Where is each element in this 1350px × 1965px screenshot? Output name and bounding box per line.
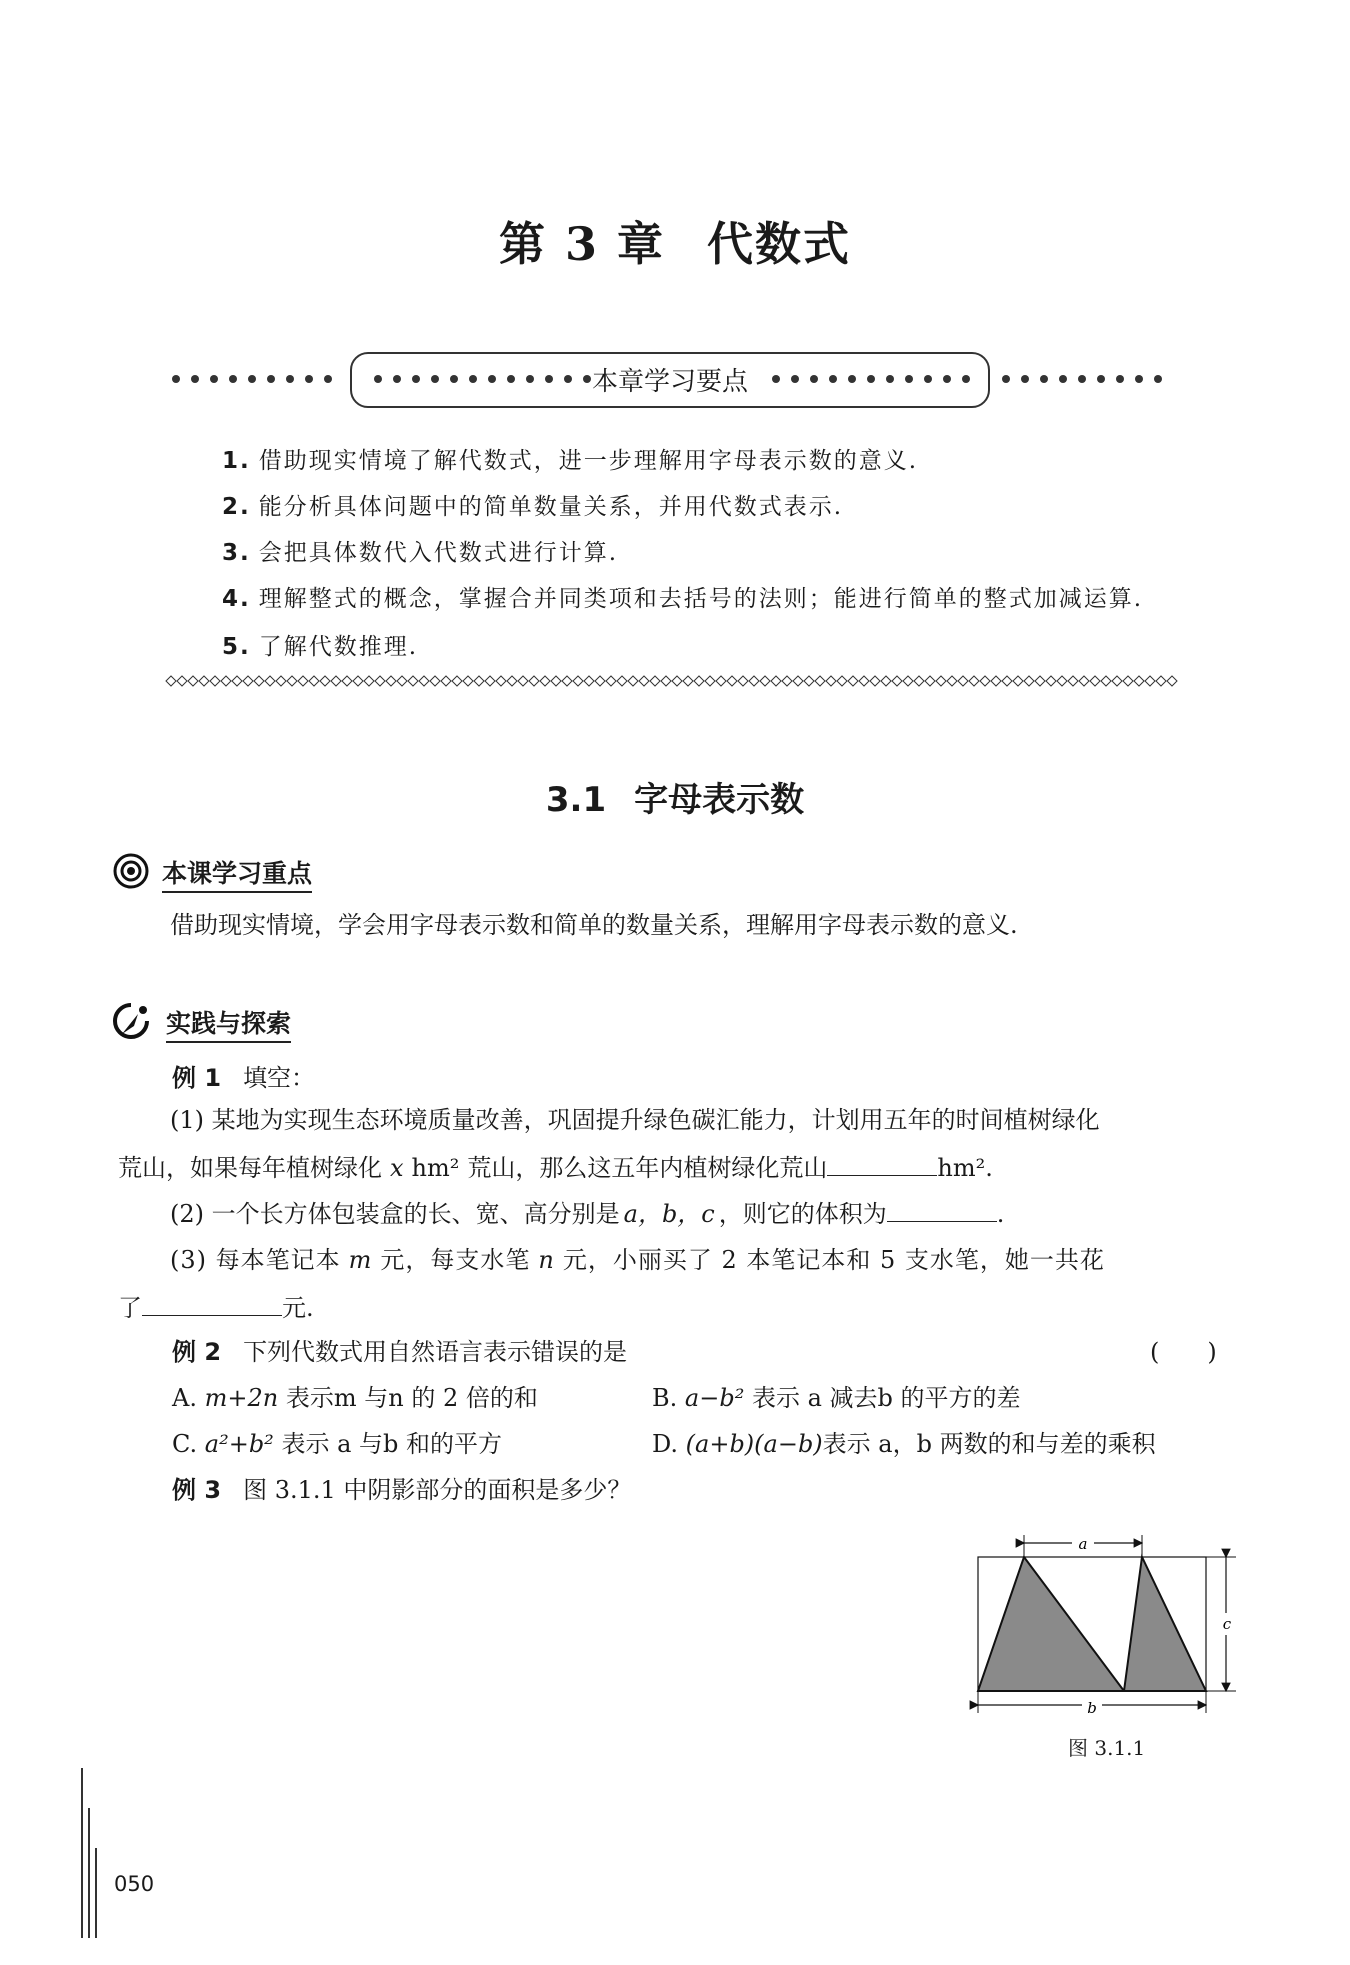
section-title: 3.1 字母表示数 (545, 780, 805, 820)
focus-label: 本课学习重点 (162, 854, 312, 893)
answer-blank-1[interactable] (827, 1174, 937, 1176)
chapter-number: 第 3 章 (498, 217, 666, 271)
margin-lines (76, 1768, 106, 1938)
chapter-name: 代数式 (707, 217, 852, 271)
example3-heading: 例 3 图 3.1.1 中阴影部分的面积是多少？ (172, 1476, 632, 1504)
figure-3-1-1 (960, 1525, 1250, 1725)
key-point-4: 4. 理解整式的概念，掌握合并同类项和去括号的法则；能进行简单的整式加减运算. (222, 586, 1144, 612)
example1-q1-line2: 荒山，如果每年植树绿化 x hm² 荒山，那么这五年内植树绿化荒山 hm². (118, 1154, 993, 1182)
option-a: A. m+2n 表示m 与n 的 2 倍的和 (172, 1384, 538, 1412)
label-c: c (1222, 1615, 1232, 1633)
key-points-title: 本章学习要点 (591, 367, 748, 397)
example2-heading: 例 2 下列代数式用自然语言表示错误的是 (172, 1338, 628, 1366)
example1-q1-line1: (1) 某地为实现生态环境质量改善，巩固提升绿色碳汇能力，计划用五年的时间植树绿化 (170, 1106, 1100, 1134)
example1-q2: (2) 一个长方体包装盒的长、宽、高分别是 a，b，c ，则它的体积为 . (170, 1200, 1005, 1228)
answer-blank-3[interactable] (142, 1314, 282, 1316)
page-number: 050 (114, 1872, 155, 1896)
answer-blank-2[interactable] (887, 1220, 997, 1222)
dotted-rule-right (1000, 372, 1180, 386)
key-point-5: 5. 了解代数推理. (222, 634, 419, 660)
key-point-2: 2. 能分析具体问题中的简单数量关系，并用代数式表示. (222, 494, 844, 520)
dotted-rule-left (170, 372, 350, 386)
example1-heading: 例 1 填空： (172, 1064, 316, 1092)
shaded-triangle-right (1124, 1557, 1206, 1691)
target-icon (112, 852, 150, 890)
example1-q3-line2: 了 元. (118, 1294, 314, 1322)
option-c: C. a²+b² 表示 a 与b 和的平方 (172, 1430, 503, 1458)
option-b: B. a−b² 表示 a 减去b 的平方的差 (652, 1384, 1021, 1412)
answer-paren[interactable]: ( ) (1150, 1338, 1217, 1366)
option-d: D. (a+b)(a−b)表示 a，b 两数的和与差的乘积 (652, 1430, 1156, 1458)
label-b: b (1087, 1699, 1097, 1717)
example1-q3-line1: (3) 每本笔记本 m 元，每支水笔 n 元，小丽买了 2 本笔记本和 5 支水笔，她一共花 (170, 1246, 1105, 1274)
key-point-3: 3. 会把具体数代入代数式进行计算. (222, 540, 619, 566)
label-a: a (1078, 1535, 1088, 1553)
focus-text: 借助现实情境，学会用字母表示数和简单的数量关系，理解用字母表示数的意义. (170, 911, 1018, 939)
diamond-divider (165, 674, 1185, 688)
figure-caption: 图 3.1.1 (1068, 1736, 1146, 1760)
key-point-1: 1. 借助现实情境了解代数式，进一步理解用字母表示数的意义. (222, 448, 919, 474)
practice-label: 实践与探索 (166, 1004, 291, 1043)
compass-icon (112, 1002, 150, 1040)
shaded-triangle-left (978, 1557, 1124, 1691)
chapter-title (0, 208, 1350, 274)
